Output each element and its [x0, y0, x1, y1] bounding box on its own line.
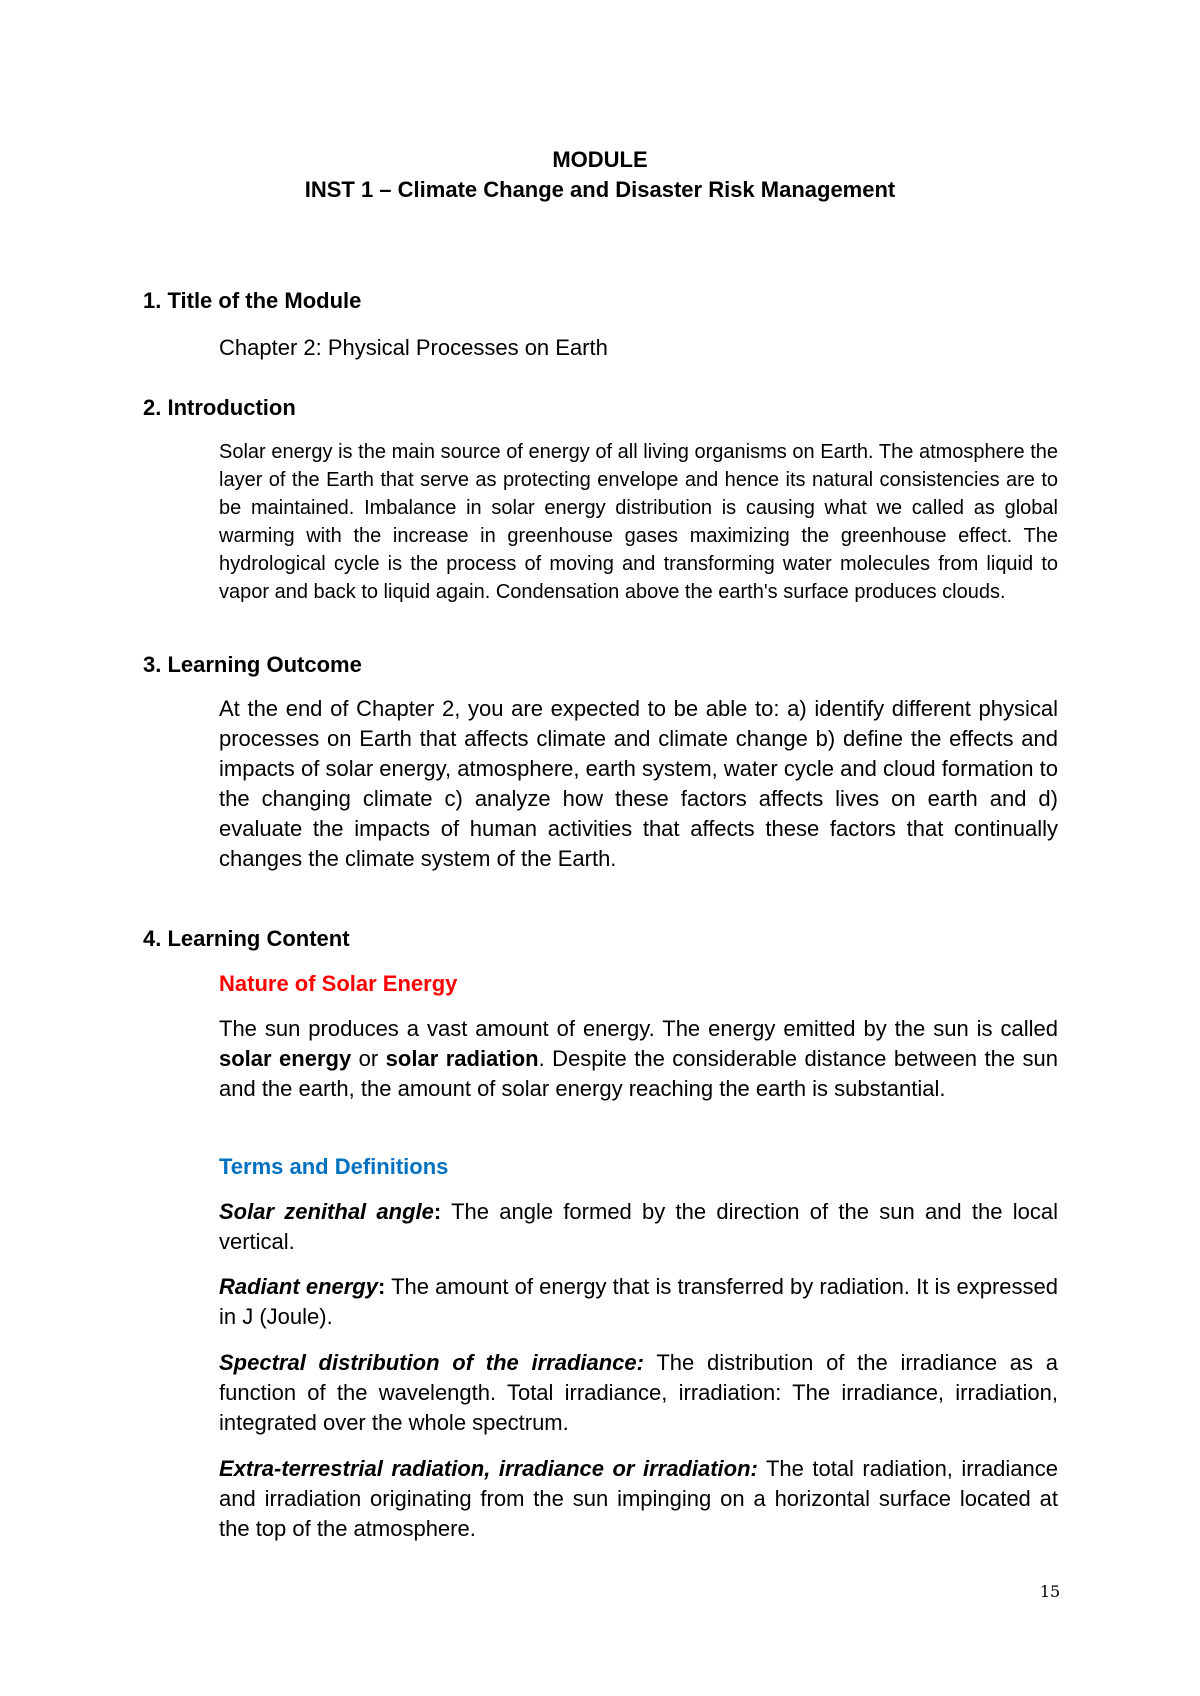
- learning-outcome-paragraph: At the end of Chapter 2, you are expected to be able to: a) identify different physical processes on Earth that affects climate and climate change b) define the effects and impacts of solar energy, atmosphere, earth system, water cycle and cloud formation to the changing climate c) analyze how these factors affects lives on earth and d) evaluate the impacts of human activities that affects these factors that continually changes the climate system of the Earth.: [219, 696, 1058, 871]
- solar-radiation-term: solar radiation: [385, 1046, 539, 1071]
- page-number: 15: [1039, 1582, 1061, 1601]
- term-definition: The total radiation, irradiance and irradiation originating from the sun impinging on a horizontal surface located at the top of the atmosphere.: [219, 1456, 1059, 1541]
- solar-text-3: . Despite the considerable distance between the sun and the earth, the amount of solar energy reaching the earth is substantial.: [219, 1046, 1059, 1101]
- term-entry: [219, 1197, 1058, 1257]
- chapter-title: Chapter 2: Physical Processes on Earth: [219, 335, 608, 360]
- term-definition: The angle formed by the direction of the sun and the local vertical.: [219, 1199, 1058, 1254]
- solar-text-1: The sun produces a vast amount of energy. The energy emitted by the sun is called: [219, 1016, 1058, 1041]
- solar-energy-subheading: Nature of Solar Energy: [219, 971, 458, 996]
- module-label: MODULE: [552, 147, 648, 172]
- section-introduction-heading: 2. Introduction: [143, 395, 296, 420]
- term-entry: [219, 1454, 1058, 1544]
- terms-definitions-subheading: Terms and Definitions: [219, 1154, 449, 1179]
- solar-text-2: or: [351, 1046, 386, 1071]
- term-colon: :: [433, 1199, 442, 1224]
- introduction-paragraph: Solar energy is the main source of energy of all living organisms on Earth. The atmosphere the layer of the Earth that serve as protecting envelope and hence its natural consistencies are to be maintained. Imbalance in solar energy distribution is causing what we called as global warming with the increase in greenhouse gases maximizing the greenhouse effect. The hydrological cycle is the process of moving and transforming water molecules from liquid to vapor and back to liquid again. Condensation above the earth's surface produces clouds.: [219, 441, 1058, 603]
- section-outcome-heading: 3. Learning Outcome: [143, 652, 362, 677]
- term-definition: The distribution of the irradiance as a function of the wavelength. Total irradiance, irradiation: The irradiance, irradiation, integrated over the whole spectrum.: [219, 1350, 1058, 1435]
- term-colon: :: [377, 1274, 386, 1299]
- term-name: Spectral distribution of the irradiance:: [219, 1350, 644, 1375]
- section-content-heading: 4. Learning Content: [143, 926, 350, 951]
- section-title-heading: 1. Title of the Module: [143, 288, 362, 313]
- term-name: Extra-terrestrial radiation, irradiance or irradiation:: [219, 1456, 758, 1481]
- term-name: Solar zenithal angle: [219, 1199, 434, 1224]
- term-entry: [219, 1348, 1058, 1438]
- course-title: INST 1 – Climate Change and Disaster Risk Management: [304, 177, 896, 202]
- term-entry: [219, 1272, 1058, 1332]
- term-name: Radiant energy: [219, 1274, 378, 1299]
- term-definition: The amount of energy that is transferred by radiation. It is expressed in J (Joule).: [219, 1274, 1059, 1329]
- solar-energy-paragraph: [219, 1014, 1058, 1104]
- solar-energy-term: solar energy: [219, 1046, 352, 1071]
